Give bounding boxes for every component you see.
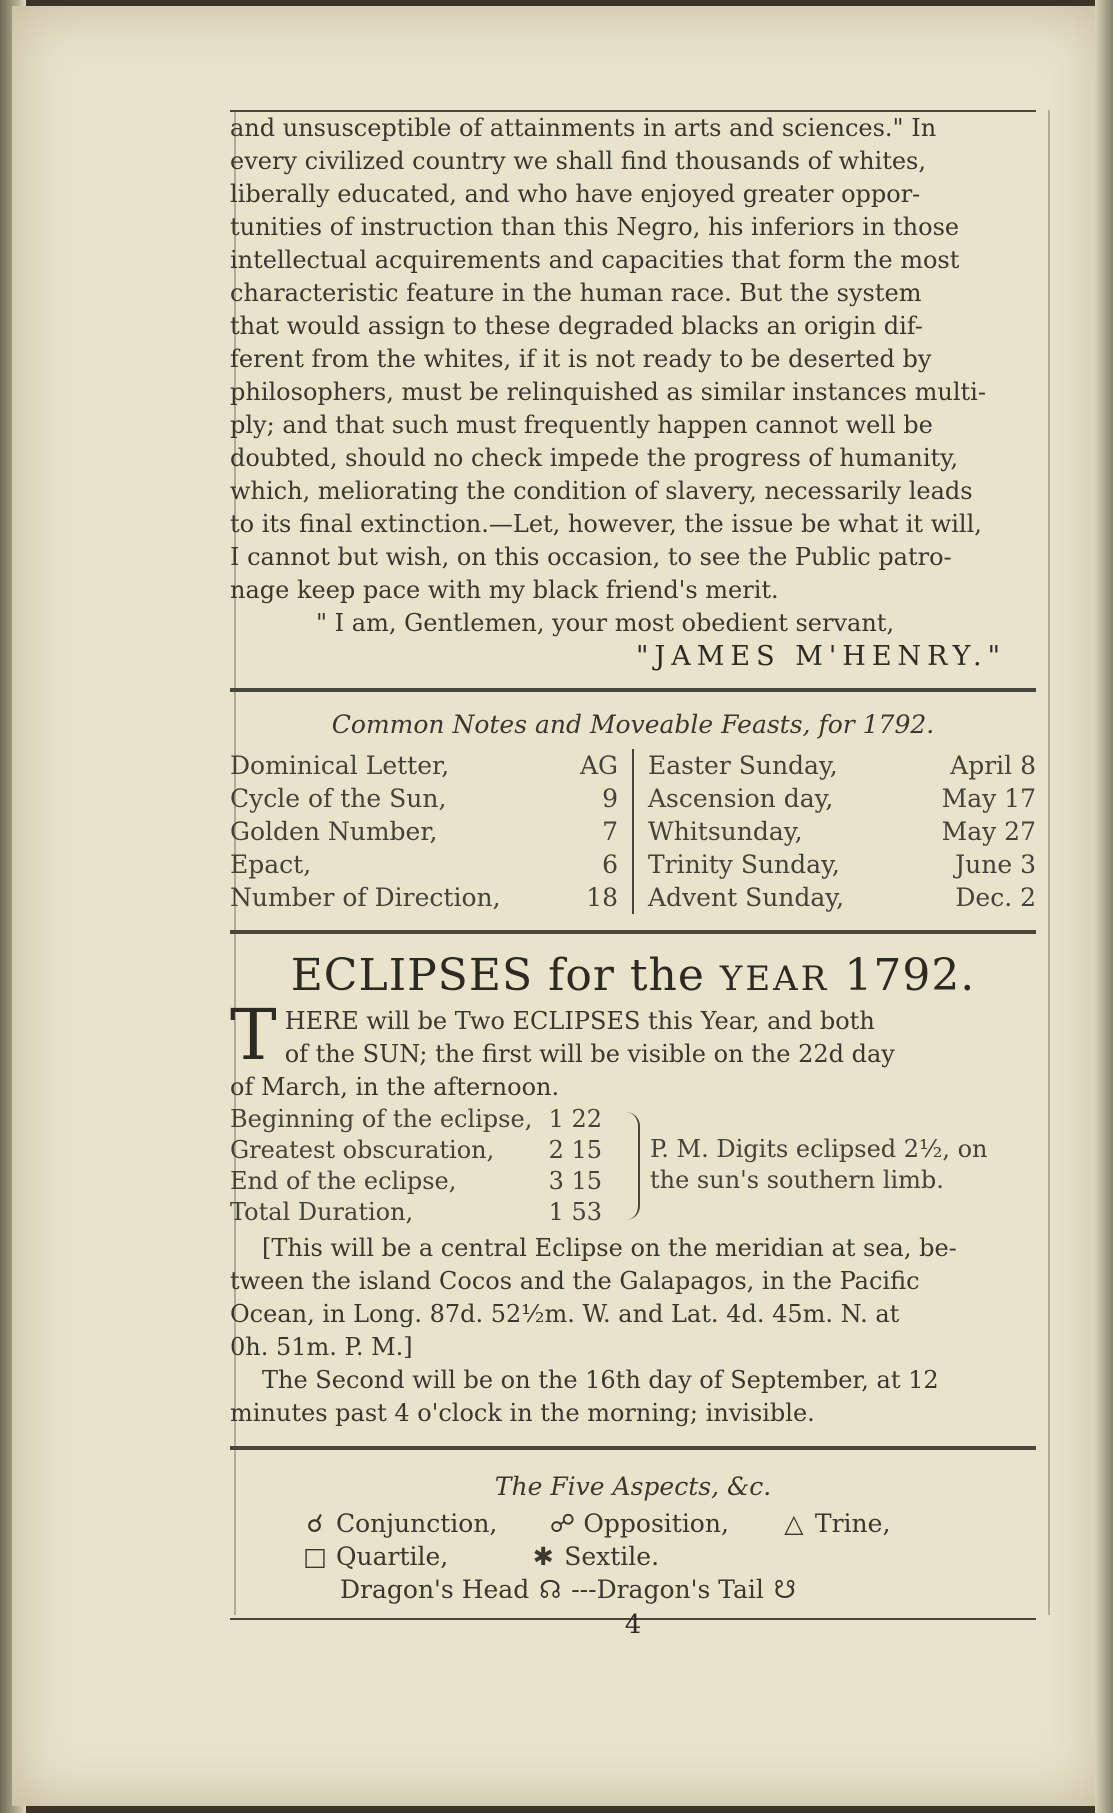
- page-content: [230, 110, 1036, 1640]
- notes-row: [230, 749, 618, 782]
- feast-date: April 8: [950, 751, 1036, 780]
- letter-signoff: " I am, Gentlemen, your most obedient servant,: [316, 609, 895, 637]
- body-line: to its final extinction.—Let, however, the issue be what it will,: [230, 510, 982, 538]
- time-row: [230, 1166, 610, 1197]
- note-line: Ocean, in Long. 87d. 52½m. W. and Lat. 4d. 45m. N. at: [230, 1300, 900, 1328]
- eclipse-heading-part: 1792.: [829, 950, 976, 1001]
- intro-line: of March, in the afternoon.: [230, 1073, 560, 1101]
- intro-lines: [230, 994, 1036, 1076]
- aspects-row: [230, 1507, 1036, 1540]
- dragon-tail-label: Dragon's Tail: [596, 1575, 764, 1604]
- notes-row: [230, 848, 618, 881]
- body-line: tunities of instruction than this Negro, his inferiors in those: [230, 213, 960, 241]
- second-note-cont: [230, 1397, 1036, 1430]
- body-line: that would assign to these degraded blacks an origin dif-: [230, 312, 923, 340]
- eclipse-times: [230, 1104, 1036, 1228]
- central-note-cont: [230, 1265, 1036, 1364]
- time-value: 3 15: [548, 1167, 602, 1195]
- time-label: Total Duration,: [230, 1198, 414, 1226]
- aspect-quartile: [300, 1540, 448, 1573]
- feast-row: [648, 848, 1036, 881]
- time-value: 1 53: [548, 1198, 602, 1226]
- dragon-head-icon: ☊: [539, 1575, 562, 1604]
- opposition-icon: ☍: [549, 1509, 576, 1538]
- intro-line: of the SUN; the first will be visible on the 22d day: [284, 1040, 895, 1068]
- aspects-list: [230, 1507, 1036, 1606]
- time-value: 1 22: [548, 1105, 602, 1133]
- page-frame-right: [1048, 110, 1050, 1615]
- trine-icon: △: [784, 1509, 804, 1538]
- brace: [610, 1112, 640, 1220]
- feast-date: May 27: [941, 817, 1036, 846]
- note-line: minutes past 4 o'clock in the morning; invisible.: [230, 1399, 815, 1427]
- feast-date: Dec. 2: [955, 883, 1036, 912]
- feast-label: Easter Sunday,: [648, 751, 838, 780]
- dragon-head-label: Dragon's Head: [340, 1575, 530, 1604]
- notes-label: Golden Number,: [230, 817, 438, 846]
- body-line: characteristic feature in the human race. But the system: [230, 279, 922, 307]
- feast-date: May 17: [941, 784, 1036, 813]
- notes-value: AG: [579, 751, 618, 780]
- body-line: every civilized country we shall find thousands of whites,: [230, 147, 926, 175]
- aspects-row: [230, 1540, 1036, 1573]
- quartile-icon: □: [303, 1542, 327, 1571]
- note-line: The Second will be on the 16th day of September, at 12: [262, 1366, 939, 1394]
- eclipse-heading-part: ECLIPSES for the: [290, 950, 720, 1001]
- aspect-sextile: [528, 1540, 659, 1573]
- dragon-row: [230, 1573, 1036, 1606]
- aspect-label: Trine,: [814, 1509, 891, 1538]
- body-line: nage keep pace with my black friend's merit.: [230, 576, 779, 604]
- eclipse-heading-year-word: YEAR: [719, 959, 830, 999]
- feast-row: [648, 815, 1036, 848]
- page-number: 4: [624, 1610, 642, 1640]
- intro-line-last: [230, 1071, 1036, 1104]
- feast-label: Ascension day,: [648, 784, 834, 813]
- notes-label: Number of Direction,: [230, 883, 501, 912]
- notes-table: [230, 749, 1036, 914]
- note-line: 0h. 51m. P. M.]: [230, 1333, 413, 1361]
- drop-cap: T: [230, 994, 277, 1076]
- body-line: and unsusceptible of attainments in arts and sciences." In: [230, 114, 937, 142]
- body-line: I cannot but wish, on this occasion, to see the Public patro-: [230, 543, 952, 571]
- central-note: [230, 1232, 1036, 1265]
- second-note: [230, 1364, 1036, 1397]
- notes-label: Cycle of the Sun,: [230, 784, 447, 813]
- feast-label: Trinity Sunday,: [648, 850, 840, 879]
- feast-label: Advent Sunday,: [648, 883, 845, 912]
- notes-row: [230, 782, 618, 815]
- feast-row: [648, 782, 1036, 815]
- eclipse-times-note: P. M. Digits eclipsed 2½, on the sun's southern limb.: [650, 1135, 988, 1194]
- dragon-separator: ---: [571, 1575, 597, 1604]
- aspect-conjunction: [300, 1507, 497, 1540]
- section-rule: [230, 1446, 1036, 1450]
- time-value: 2 15: [548, 1136, 602, 1164]
- letter-signature: "JAMES M'HENRY.": [636, 641, 1006, 672]
- notes-value: 6: [602, 850, 618, 879]
- body-line: ply; and that such must frequently happen cannot well be: [230, 411, 933, 439]
- note-line: [This will be a central Eclipse on the meridian at sea, be-: [262, 1234, 957, 1262]
- letter-body: [230, 112, 1036, 607]
- aspect-label: Sextile.: [564, 1542, 660, 1571]
- feast-row: [648, 881, 1036, 914]
- aspect-opposition: [547, 1507, 729, 1540]
- notes-left-column: [230, 749, 634, 914]
- section-rule: [230, 688, 1036, 692]
- dragon-tail-icon: ☋: [773, 1575, 797, 1604]
- page-edge: [1095, 0, 1113, 1813]
- note-line: tween the island Cocos and the Galapagos, in the Pacific: [230, 1267, 920, 1295]
- body-line: liberally educated, and who have enjoyed greater oppor-: [230, 180, 921, 208]
- intro-line: HERE will be Two ECLIPSES this Year, and both: [284, 1007, 875, 1035]
- time-row: [230, 1135, 610, 1166]
- body-line: which, meliorating the condition of slavery, necessarily leads: [230, 477, 973, 505]
- eclipse-intro: [230, 994, 1036, 1104]
- notes-value: 7: [602, 817, 618, 846]
- feast-label: Whitsunday,: [648, 817, 803, 846]
- feast-date: June 3: [955, 850, 1036, 879]
- aspect-trine: [779, 1507, 890, 1540]
- feast-row: [648, 749, 1036, 782]
- aspect-label: Conjunction,: [336, 1509, 498, 1538]
- eclipse-heading: [230, 950, 1036, 1001]
- time-label: Greatest obscuration,: [230, 1136, 495, 1164]
- notes-row: [230, 881, 618, 914]
- aspects-title: The Five Aspects, &c.: [494, 1472, 772, 1501]
- time-label: Beginning of the eclipse,: [230, 1105, 533, 1133]
- notes-label: Dominical Letter,: [230, 751, 450, 780]
- eclipse-times-list: [230, 1104, 610, 1228]
- aspect-label: Quartile,: [336, 1542, 449, 1571]
- section-rule: [230, 930, 1036, 934]
- body-line: intellectual acquirements and capacities that form the most: [230, 246, 960, 274]
- notes-title: Common Notes and Moveable Feasts, for 1792.: [331, 710, 935, 739]
- notes-right-column: [634, 749, 1036, 914]
- sextile-icon: ✱: [532, 1542, 554, 1571]
- aspect-label: Opposition,: [583, 1509, 729, 1538]
- time-label: End of the eclipse,: [230, 1167, 457, 1195]
- time-row: [230, 1197, 610, 1228]
- body-line: doubted, should no check impede the progress of humanity,: [230, 444, 959, 472]
- notes-row: [230, 815, 618, 848]
- notes-value: 18: [586, 883, 618, 912]
- body-line: philosophers, must be relinquished as similar instances multi-: [230, 378, 986, 406]
- time-row: [230, 1104, 610, 1135]
- conjunction-icon: ☌: [306, 1509, 324, 1538]
- notes-value: 9: [602, 784, 618, 813]
- notes-label: Epact,: [230, 850, 312, 879]
- body-line: ferent from the whites, if it is not ready to be deserted by: [230, 345, 932, 373]
